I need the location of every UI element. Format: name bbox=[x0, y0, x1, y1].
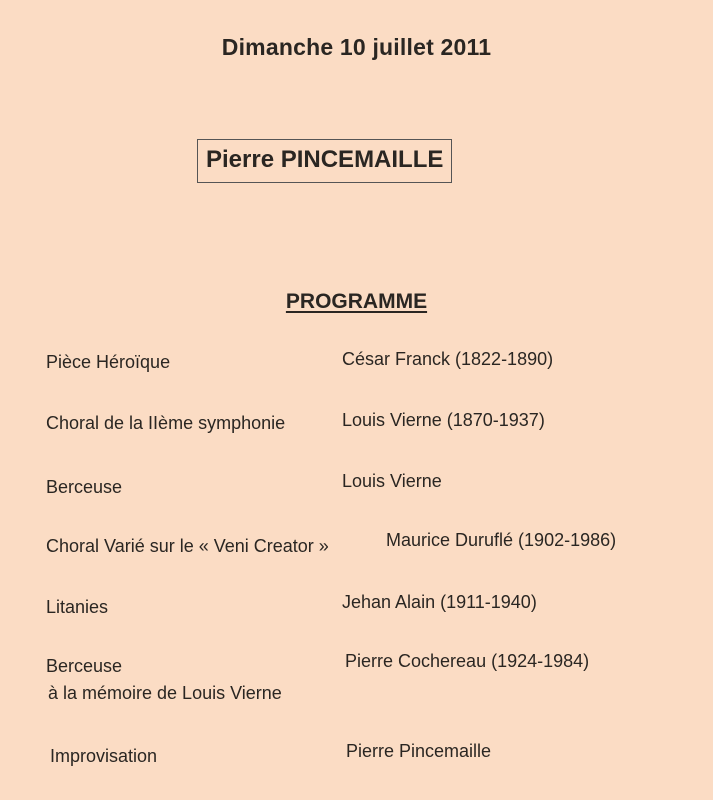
composer: Jehan Alain (1911-1940) bbox=[342, 592, 537, 612]
work-title: Improvisation bbox=[50, 746, 158, 766]
work-title: Choral Varié sur le « Veni Creator » bbox=[46, 536, 329, 556]
work-title: Choral de la IIème symphonie bbox=[46, 413, 286, 433]
composer: Louis Vierne bbox=[342, 471, 442, 491]
work-title: Litanies bbox=[46, 597, 109, 617]
concert-date: Dimanche 10 juillet 2011 bbox=[221, 34, 492, 60]
composer: Maurice Duruflé (1902-1986) bbox=[386, 530, 617, 550]
work-title: Berceuse bbox=[46, 477, 123, 497]
composer: César Franck (1822-1890) bbox=[342, 349, 554, 369]
work-subtitle: à la mémoire de Louis Vierne bbox=[48, 683, 282, 703]
composer: Louis Vierne (1870-1937) bbox=[342, 410, 545, 430]
programme-heading: PROGRAMME bbox=[285, 290, 428, 313]
performer-box bbox=[197, 139, 452, 183]
performer-name: Pierre PINCEMAILLE bbox=[206, 146, 444, 173]
work-title: Pièce Héroïque bbox=[46, 352, 171, 372]
composer: Pierre Pincemaille bbox=[346, 741, 492, 761]
work-title: Berceuse bbox=[46, 656, 123, 676]
composer: Pierre Cochereau (1924-1984) bbox=[345, 651, 590, 671]
